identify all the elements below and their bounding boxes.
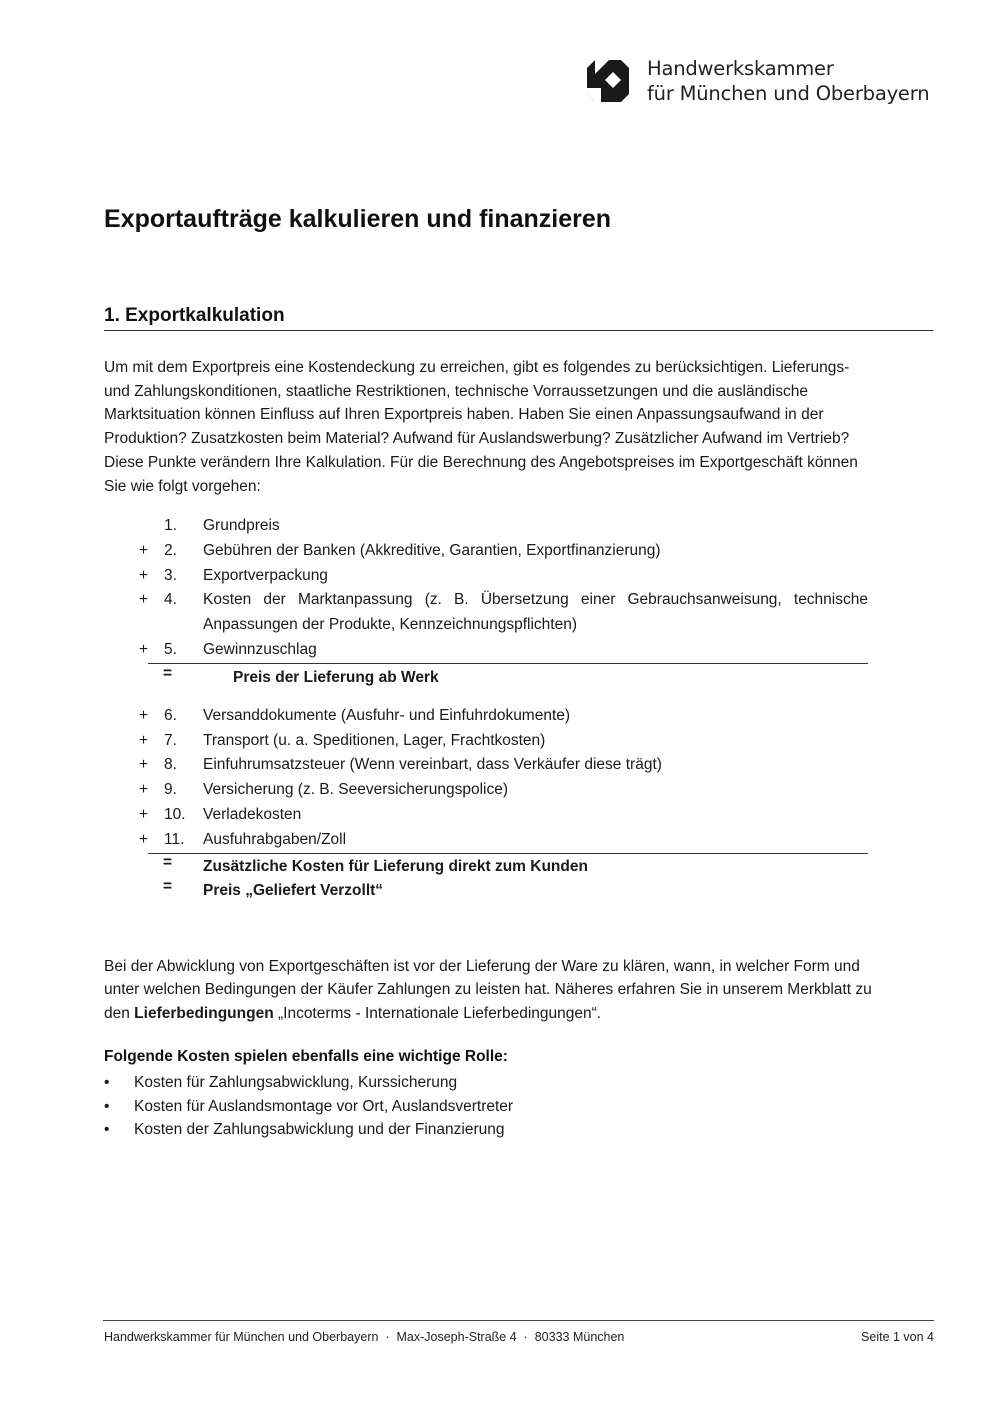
- calc-number: 6.: [164, 706, 177, 724]
- footer-divider: [103, 1320, 934, 1321]
- calc-number: 9.: [164, 781, 177, 799]
- equals-sign: =: [163, 877, 173, 895]
- delivered-duty-paid-label: Preis „Geliefert Verzollt“: [203, 881, 384, 899]
- paragraph-line: unter welchen Bedingungen der Käufer Zahlungen zu leisten hat. Näheres erfahren Sie in unserem Merkblatt zu: [104, 981, 872, 999]
- calc-number: 4.: [164, 591, 177, 609]
- page-number: Seite 1 von 4: [861, 1330, 934, 1344]
- calc-label: Einfuhrumsatzsteuer (Wenn vereinbart, dass Verkäufer diese trägt): [203, 756, 662, 774]
- calc-sign: +: [139, 756, 149, 774]
- paragraph-line: [104, 1002, 934, 1025]
- calc-sign: +: [139, 706, 149, 724]
- calc-row: [104, 588, 868, 638]
- calc-row: [104, 753, 868, 778]
- calc-label: Gebühren der Banken (Akkreditive, Garantien, Exportfinanzierung): [203, 541, 661, 559]
- list-item-text: Kosten für Auslandsmontage vor Ort, Auslandsvertreter: [134, 1097, 514, 1115]
- logo-text: [647, 56, 929, 106]
- calc-sign: +: [139, 566, 149, 584]
- calc-sign: +: [139, 805, 149, 823]
- calc-label: Exportverpackung: [203, 566, 328, 584]
- calc-sign: +: [139, 541, 149, 559]
- delivered-duty-paid-row: [104, 879, 868, 903]
- calc-row: [104, 539, 868, 564]
- calc-number: 8.: [164, 756, 177, 774]
- additional-costs-label: Zusätzliche Kosten für Lieferung direkt zum Kunden: [203, 857, 588, 875]
- calc-row: [104, 828, 868, 853]
- intro-line: Marktsituation können Einfluss auf Ihren Exportpreis haben. Haben Sie einen Anpassungsaufwand in der: [104, 406, 824, 424]
- equals-sign: =: [163, 664, 173, 682]
- section-heading: 1. Exportkalkulation: [104, 305, 933, 331]
- calc-label: Kosten der Marktanpassung (z. B. Übersetzung einer Gebrauchsanweisung, technische Anpassungen der Produkte, Kennzeichnungspflichten): [203, 591, 868, 634]
- calc-row: [104, 704, 868, 729]
- list-item-text: Kosten der Zahlungsabwicklung und der Finanzierung: [134, 1121, 505, 1138]
- intro-line: Um mit dem Exportpreis eine Kostendeckung zu erreichen, gibt es folgendes zu berücksichtigen. Lieferungs-: [104, 359, 850, 376]
- payment-paragraph: [104, 955, 934, 1025]
- intro-line: Sie wie folgt vorgehen:: [104, 477, 261, 495]
- calc-row: [104, 803, 868, 828]
- calc-row: [104, 514, 868, 539]
- calc-label: Gewinnzuschlag: [203, 640, 317, 658]
- footer-address: Handwerkskammer für München und Oberbayern · Max-Joseph-Straße 4 · 80333 München: [104, 1330, 625, 1344]
- line-prefix: den: [104, 1004, 135, 1022]
- intro-line: und Zahlungskonditionen, staatliche Restriktionen, technische Vorraussetzungen und die ausländische: [104, 382, 808, 400]
- calc-sign: +: [139, 830, 149, 848]
- calc-label: Versanddokumente (Ausfuhr- und Einfuhrdokumente): [203, 706, 571, 724]
- calc-number: 11.: [164, 830, 185, 848]
- logo-line-1: Handwerkskammer: [647, 57, 834, 80]
- bullet-icon: •: [104, 1121, 110, 1138]
- calc-label: Versicherung (z. B. Seeversicherungspolice): [203, 781, 508, 799]
- header-logo: [587, 56, 929, 106]
- calc-row: [104, 564, 868, 589]
- calc-row: [104, 638, 868, 663]
- logo-line-2: für München und Oberbayern: [647, 82, 930, 105]
- page-title: Exportaufträge kalkulieren und finanzieren: [104, 205, 612, 233]
- calc-label: Verladekosten: [203, 805, 302, 823]
- calc-row: [104, 729, 868, 754]
- equals-sign: =: [163, 853, 173, 871]
- costs-heading: Folgende Kosten spielen ebenfalls eine wichtige Rolle:: [104, 1048, 508, 1065]
- intro-line: Produktion? Zusatzkosten beim Material? Aufwand für Auslandswerbung? Zusätzlicher Aufwand im Vertrieb?: [104, 430, 850, 448]
- intro-line: Diese Punkte verändern Ihre Kalkulation. Für die Berechnung des Angebotspreises im Exportgeschäft können: [104, 453, 858, 471]
- calculation-list: [104, 514, 868, 903]
- intro-paragraph: [104, 356, 934, 498]
- calc-number: 7.: [164, 731, 177, 749]
- calc-sign: +: [139, 781, 149, 799]
- calc-sign: +: [139, 731, 149, 749]
- subtotal-label: Preis der Lieferung ab Werk: [233, 668, 439, 686]
- calc-number: 10.: [164, 805, 186, 823]
- bullet-icon: •: [104, 1074, 110, 1091]
- calc-row: [104, 778, 868, 803]
- calc-number: 2.: [164, 541, 177, 559]
- calc-label: Grundpreis: [203, 517, 280, 534]
- calc-number: 1.: [164, 517, 177, 534]
- calc-sign: +: [139, 591, 149, 609]
- additional-costs-row: [104, 855, 868, 879]
- sum-divider: [148, 853, 868, 854]
- calc-label: Transport (u. a. Speditionen, Lager, Frachtkosten): [203, 731, 546, 749]
- paragraph-line: Bei der Abwicklung von Exportgeschäften ist vor der Lieferung der Ware zu klären, wann, in welcher Form und: [104, 958, 860, 975]
- calc-number: 3.: [164, 566, 177, 584]
- hwk-logo-icon: [587, 58, 629, 102]
- calc-sign: +: [139, 640, 149, 658]
- list-item-text: Kosten für Zahlungsabwicklung, Kurssicherung: [134, 1074, 458, 1091]
- calc-label: Ausfuhrabgaben/Zoll: [203, 830, 347, 848]
- lieferbedingungen-term: Lieferbedingungen: [134, 1004, 274, 1022]
- line-suffix: „Incoterms - Internationale Lieferbedingungen“.: [273, 1004, 602, 1022]
- bullet-icon: •: [104, 1097, 110, 1115]
- calc-number: 5.: [164, 640, 177, 658]
- subtotal-row: [104, 664, 868, 692]
